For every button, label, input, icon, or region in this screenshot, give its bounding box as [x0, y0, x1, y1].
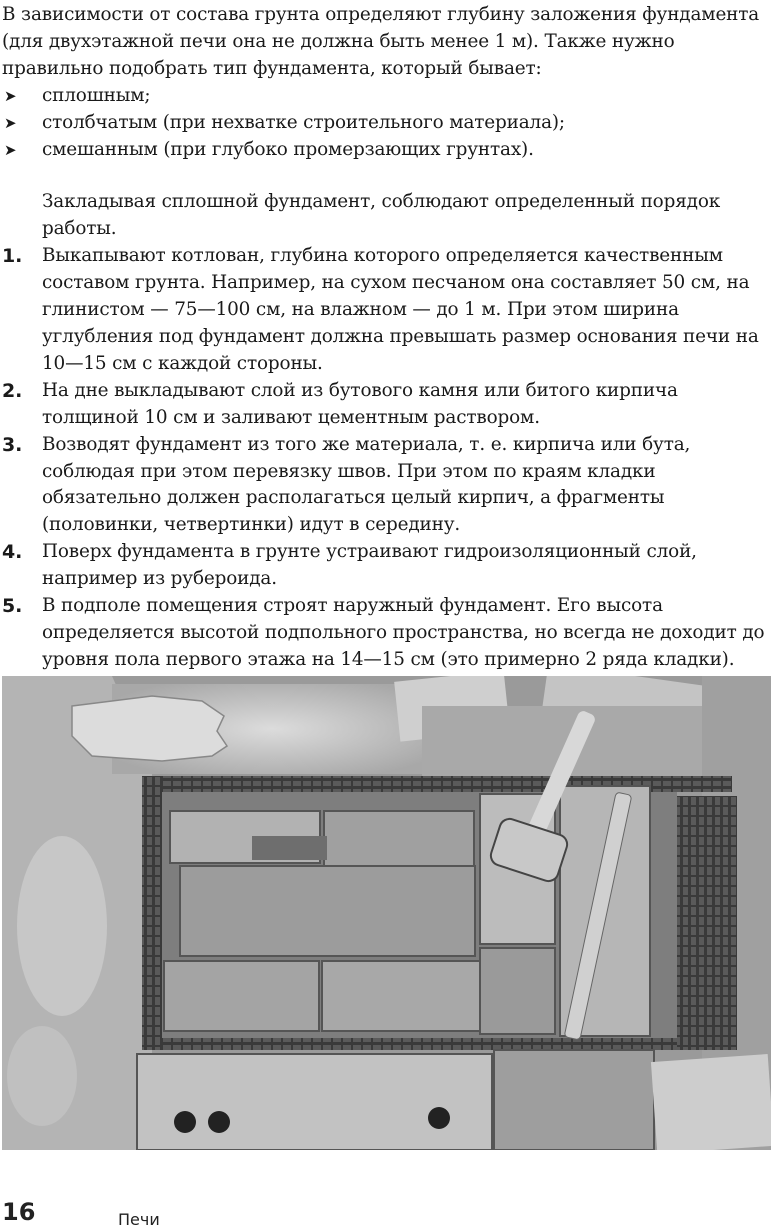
- step-item: [2, 243, 772, 378]
- step-text: Выкапывают котлован, глубина которого определяется качественным составом грунта. Например, на сухом песчаном она составляет 50 см, на глинистом — 75—100 см, на влажном — до 1 м. При этом ширина углубления под фундамент должна превышать размер основания печи на 10—15 см с каждой стороны.: [42, 245, 759, 374]
- body-text: [2, 2, 772, 674]
- step-number: 5.: [2, 595, 23, 618]
- foundation-photo: [2, 676, 771, 1150]
- list-item: [2, 83, 772, 110]
- procedure-intro: Закладывая сплошной фундамент, соблюдают определенный порядок работы.: [42, 191, 721, 240]
- step-text: Поверх фундамента в грунте устраивают гидроизоляционный слой, например из рубероида.: [42, 541, 697, 590]
- step-number: 1.: [2, 245, 23, 268]
- list-item-text: сплошным;: [42, 84, 151, 106]
- page-footer: [0, 1196, 776, 1232]
- arrowhead-bullet-icon: ➤: [4, 86, 17, 105]
- step-text: В подполе помещения строят наружный фундамент. Его высота определяется высотой подпольного пространства, но всегда не доходит до уровня пола первого этажа на 14—15 см (это примерно 2 ряда кладки).: [42, 595, 765, 670]
- step-item: [2, 432, 772, 540]
- intro-paragraph: В зависимости от состава грунта определяют глубину заложения фундамента (для двухэтажной печи она не должна быть менее 1 м). Также нужно правильно подобрать тип фундамента, который бывает:: [2, 4, 760, 79]
- arrowhead-bullet-icon: ➤: [4, 140, 17, 159]
- list-item-text: столбчатым (при нехватке строительного материала);: [42, 111, 565, 133]
- list-item-text: смешанным (при глубоко промерзающих грунтах).: [42, 138, 534, 160]
- step-number: 3.: [2, 433, 23, 456]
- step-text: На дне выкладывают слой из бутового камня или битого кирпича толщиной 10 см и заливают цементным раствором.: [42, 379, 678, 428]
- list-item: [2, 110, 772, 137]
- arrowhead-bullet-icon: ➤: [4, 113, 17, 132]
- foundation-types-list: [2, 83, 772, 164]
- running-head: Печи: [118, 1210, 160, 1229]
- procedure-steps: [2, 243, 772, 674]
- step-number: 4.: [2, 541, 23, 564]
- list-item: [2, 137, 772, 164]
- page-number: 16: [2, 1198, 36, 1226]
- step-text: Возводят фундамент из того же материала, т. е. кирпича или бута, соблюдая при этом перевязку швов. При этом по краям кладки обязательно должен располагаться целый кирпич, а фрагменты (половинки, четвертинки) идут в середину.: [42, 433, 691, 536]
- step-item: [2, 378, 772, 432]
- step-item: [2, 593, 772, 674]
- step-number: 2.: [2, 379, 23, 402]
- step-item: [2, 539, 772, 593]
